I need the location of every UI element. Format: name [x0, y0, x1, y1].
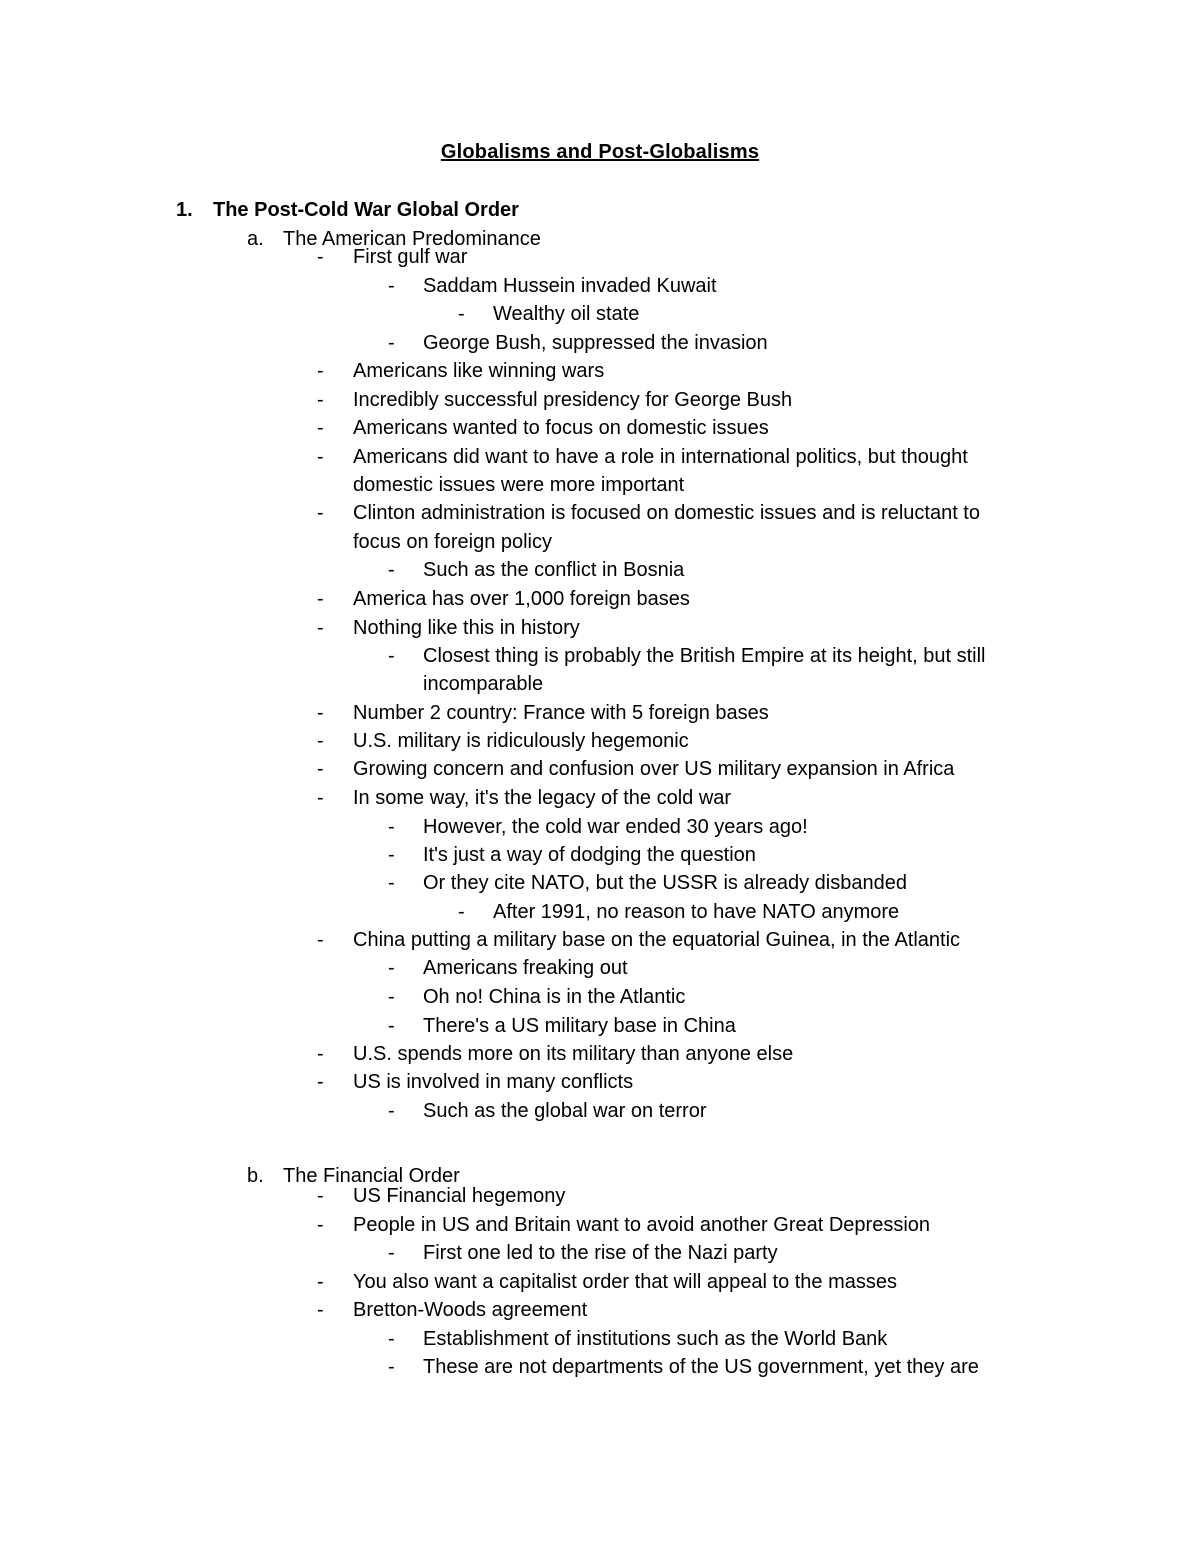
outline-item — [317, 1296, 588, 1324]
outline-item — [317, 755, 955, 783]
bullet-dash: - — [388, 1242, 395, 1264]
bullet-dash: - — [388, 957, 395, 979]
outline-item — [317, 357, 605, 385]
outline-text: America has over 1,000 foreign bases — [353, 588, 690, 610]
bullet-dash: - — [317, 389, 324, 411]
outline-text: However, the cold war ended 30 years ago! — [423, 816, 808, 838]
outline-item — [458, 898, 900, 926]
section-heading — [176, 199, 519, 222]
outline-text: focus on foreign policy — [353, 531, 553, 553]
outline-item — [317, 243, 468, 271]
outline-item — [388, 869, 907, 897]
outline-text: People in US and Britain want to avoid another Great Depression — [353, 1214, 931, 1236]
outline-text: Growing concern and confusion over US military expansion in Africa — [353, 758, 955, 780]
outline-item — [388, 272, 717, 300]
outline-item — [458, 300, 640, 328]
bullet-dash: - — [317, 1271, 324, 1293]
outline-text: Saddam Hussein invaded Kuwait — [423, 275, 717, 297]
subsection-a-heading — [247, 228, 541, 251]
bullet-dash: - — [388, 1100, 395, 1122]
bullet-dash: - — [317, 1214, 324, 1236]
bullet-dash: - — [388, 1356, 395, 1378]
bullet-dash: - — [317, 502, 324, 524]
outline-text: First one led to the rise of the Nazi party — [423, 1242, 778, 1264]
outline-item — [317, 1268, 898, 1296]
bullet-dash: - — [458, 303, 465, 325]
outline-item — [388, 983, 686, 1011]
outline-text: First gulf war — [353, 246, 468, 268]
outline-text: Nothing like this in history — [353, 617, 580, 639]
outline-item — [388, 841, 756, 869]
outline-item — [317, 386, 793, 414]
outline-item — [388, 556, 685, 584]
bullet-dash: - — [317, 246, 324, 268]
outline-text: You also want a capitalist order that will appeal to the masses — [353, 1271, 898, 1293]
outline-text: Such as the conflict in Bosnia — [423, 559, 685, 581]
outline-text: Americans like winning wars — [353, 360, 605, 382]
outline-text: These are not departments of the US government, yet they are — [423, 1356, 979, 1378]
outline-text: Establishment of institutions such as the World Bank — [423, 1328, 888, 1350]
outline-item — [353, 471, 684, 499]
outline-item — [317, 585, 690, 613]
outline-text: Closest thing is probably the British Empire at its height, but still — [423, 645, 986, 667]
bullet-dash: - — [317, 1185, 324, 1207]
bullet-dash: - — [317, 1043, 324, 1065]
outline-item — [388, 1353, 979, 1381]
bullet-dash: - — [317, 702, 324, 724]
outline-item — [388, 1097, 707, 1125]
outline-item — [317, 1040, 794, 1068]
bullet-dash: - — [388, 872, 395, 894]
outline-item — [388, 1012, 736, 1040]
outline-text: US is involved in many conflicts — [353, 1071, 634, 1093]
bullet-dash: - — [317, 360, 324, 382]
bullet-dash: - — [317, 730, 324, 752]
section-title: The Post-Cold War Global Order — [213, 199, 519, 221]
outline-item — [388, 1325, 888, 1353]
outline-text: After 1991, no reason to have NATO anymore — [493, 901, 900, 923]
outline-item — [317, 1182, 566, 1210]
bullet-dash: - — [317, 929, 324, 951]
bullet-dash: - — [458, 901, 465, 923]
bullet-dash: - — [317, 446, 324, 468]
outline-text: incomparable — [423, 673, 544, 695]
outline-item — [317, 727, 689, 755]
subsection-title: The American Predominance — [283, 228, 541, 250]
bullet-dash: - — [317, 787, 324, 809]
outline-text: Or they cite NATO, but the USSR is already disbanded — [423, 872, 907, 894]
outline-text: Wealthy oil state — [493, 303, 640, 325]
bullet-dash: - — [388, 1328, 395, 1350]
outline-text: U.S. spends more on its military than anyone else — [353, 1043, 794, 1065]
bullet-dash: - — [317, 617, 324, 639]
subsection-title: The Financial Order — [283, 1165, 460, 1187]
bullet-dash: - — [388, 559, 395, 581]
outline-text: Americans wanted to focus on domestic issues — [353, 417, 769, 439]
bullet-dash: - — [317, 758, 324, 780]
subsection-marker: b. — [247, 1165, 264, 1187]
outline-item — [317, 414, 769, 442]
outline-item — [317, 784, 732, 812]
section-number: 1. — [176, 199, 193, 221]
outline-text: Such as the global war on terror — [423, 1100, 707, 1122]
outline-item — [317, 926, 961, 954]
outline-text: Bretton-Woods agreement — [353, 1299, 588, 1321]
subsection-marker: a. — [247, 228, 264, 250]
outline-text: There's a US military base in China — [423, 1015, 736, 1037]
bullet-dash: - — [317, 588, 324, 610]
outline-item — [388, 329, 768, 357]
outline-text: China putting a military base on the equatorial Guinea, in the Atlantic — [353, 929, 961, 951]
outline-item — [317, 699, 769, 727]
outline-text: Incredibly successful presidency for George Bush — [353, 389, 793, 411]
outline-item — [317, 1068, 634, 1096]
bullet-dash: - — [388, 844, 395, 866]
bullet-dash: - — [317, 1071, 324, 1093]
outline-item — [353, 528, 552, 556]
outline-item — [317, 499, 980, 527]
outline-text: Americans did want to have a role in international politics, but thought — [353, 446, 968, 468]
outline-item — [317, 1211, 931, 1239]
outline-text: Americans freaking out — [423, 957, 628, 979]
outline-text: It's just a way of dodging the question — [423, 844, 756, 866]
bullet-dash: - — [388, 816, 395, 838]
outline-item — [317, 614, 580, 642]
outline-item — [423, 670, 543, 698]
outline-text: George Bush, suppressed the invasion — [423, 332, 768, 354]
outline-item — [388, 1239, 778, 1267]
bullet-dash: - — [388, 986, 395, 1008]
outline-item — [388, 954, 628, 982]
bullet-dash: - — [317, 1299, 324, 1321]
outline-text: domestic issues were more important — [353, 474, 685, 496]
outline-text: US Financial hegemony — [353, 1185, 566, 1207]
outline-text: Clinton administration is focused on domestic issues and is reluctant to — [353, 502, 980, 524]
outline-text: Oh no! China is in the Atlantic — [423, 986, 686, 1008]
outline-item — [388, 813, 808, 841]
subsection-b-heading — [247, 1165, 460, 1188]
bullet-dash: - — [317, 417, 324, 439]
bullet-dash: - — [388, 1015, 395, 1037]
outline-text: Number 2 country: France with 5 foreign bases — [353, 702, 769, 724]
outline-item — [388, 642, 986, 670]
bullet-dash: - — [388, 332, 395, 354]
outline-item — [317, 443, 968, 471]
bullet-dash: - — [388, 275, 395, 297]
bullet-dash: - — [388, 645, 395, 667]
document-title: Globalisms and Post-Globalisms — [440, 141, 760, 163]
outline-text: In some way, it's the legacy of the cold war — [353, 787, 732, 809]
outline-text: U.S. military is ridiculously hegemonic — [353, 730, 689, 752]
